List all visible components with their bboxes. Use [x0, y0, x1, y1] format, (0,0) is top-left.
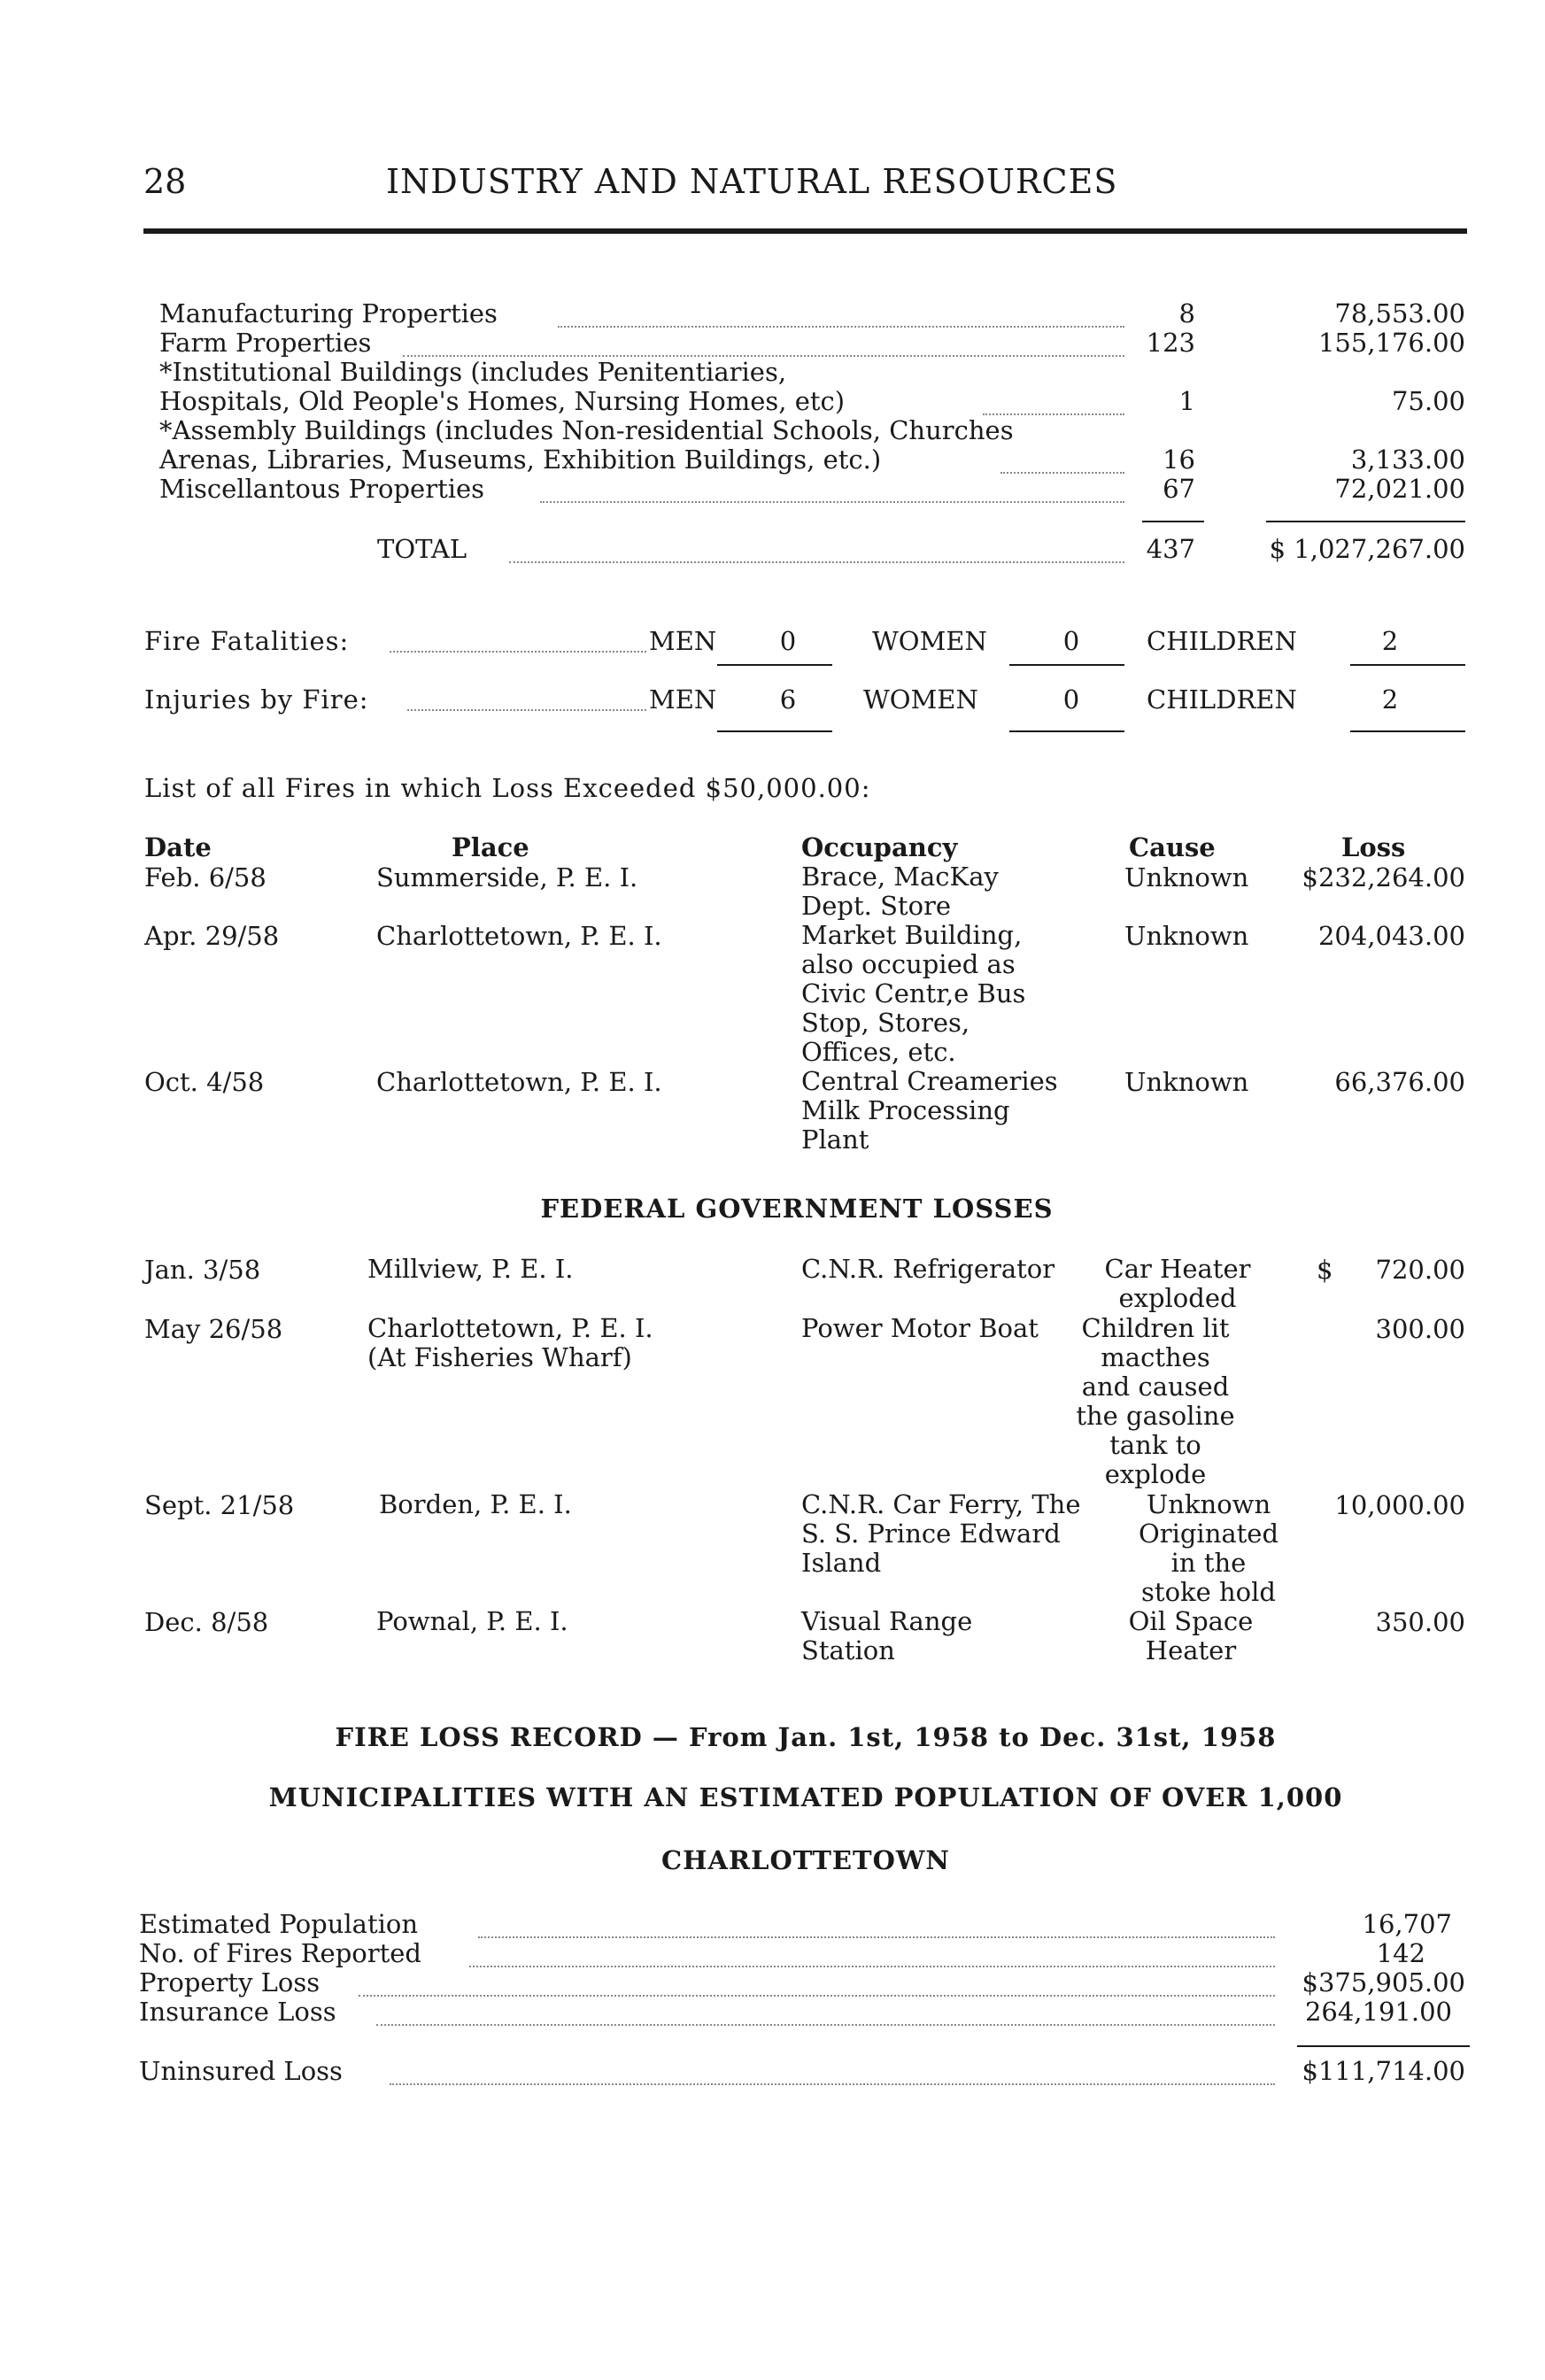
property-count: 123	[1146, 328, 1195, 358]
uninsured-label: Uninsured Loss	[139, 2056, 343, 2086]
federal-place: Millview, P. E. I.	[367, 1254, 574, 1284]
leader-dots	[478, 1936, 1275, 1938]
leader-dots	[359, 1995, 1275, 1997]
federal-date: Sept. 21/58	[144, 1490, 295, 1520]
total-count: 437	[1146, 534, 1195, 564]
federal-loss: 350.00	[1375, 1607, 1465, 1637]
page-number: 28	[143, 162, 187, 201]
header-rule	[143, 228, 1467, 234]
record-title: FIRE LOSS RECORD — From Jan. 1st, 1958 to Dec. 31st, 1958	[335, 1722, 1277, 1752]
fire-occupancy: Brace, MacKay Dept. Store	[801, 862, 999, 921]
fire-date: Oct. 4/58	[144, 1067, 265, 1097]
federal-loss: 720.00	[1375, 1255, 1465, 1285]
property-count: 8	[1178, 298, 1195, 328]
column-header-place: Place	[452, 832, 529, 862]
children-value: 2	[1381, 684, 1399, 715]
fire-date: Apr. 29/58	[144, 921, 280, 951]
record-value: 16,707	[1362, 1909, 1452, 1939]
record-city: CHARLOTTETOWN	[661, 1845, 950, 1875]
federal-occupancy: Visual Range Station	[801, 1606, 973, 1665]
property-label: Hospitals, Old People's Homes, Nursing Homes, etc)	[159, 386, 846, 416]
women-label: WOMEN	[863, 684, 978, 715]
column-header-date: Date	[144, 832, 212, 862]
total-label: TOTAL	[377, 534, 467, 564]
property-label: Arenas, Libraries, Museums, Exhibition Buildings, etc.)	[159, 444, 882, 475]
underline	[1350, 664, 1465, 666]
sum-rule	[1297, 2045, 1470, 2047]
leader-dots	[390, 2083, 1275, 2085]
federal-cause: Children lit macthes and caused the gasoline tank to explode	[1076, 1313, 1235, 1489]
record-value: $375,905.00	[1302, 1967, 1465, 1998]
underline	[1350, 730, 1465, 732]
fire-occupancy: Central Creameries Milk Processing Plant	[801, 1066, 1058, 1155]
fire-cause: Unknown	[1124, 1067, 1249, 1097]
fatalities-label: Fire Fatalities:	[144, 626, 350, 656]
injuries-label: Injuries by Fire:	[144, 684, 369, 715]
property-loss: 155,176.00	[1317, 328, 1465, 358]
federal-title: FEDERAL GOVERNMENT LOSSES	[540, 1194, 1054, 1224]
federal-place: Pownal, P. E. I.	[376, 1606, 568, 1636]
property-loss: 72,021.00	[1334, 474, 1465, 504]
federal-cause: Oil Space Heater	[1128, 1606, 1254, 1665]
women-value: 0	[1062, 626, 1080, 656]
federal-occupancy: C.N.R. Car Ferry, The S. S. Prince Edward Island	[801, 1489, 1081, 1578]
leader-dots	[469, 1966, 1275, 1967]
property-label: Farm Properties	[159, 328, 372, 358]
leader-dots	[390, 651, 646, 653]
record-value: 264,191.00	[1304, 1997, 1452, 2027]
record-label: Insurance Loss	[139, 1997, 336, 2027]
federal-date: May 26/58	[144, 1314, 283, 1344]
property-loss: 78,553.00	[1334, 298, 1465, 328]
underline	[717, 730, 832, 732]
federal-place: Borden, P. E. I.	[379, 1489, 572, 1519]
column-header-cause: Cause	[1129, 832, 1216, 862]
men-label: MEN	[649, 626, 717, 656]
fire-place: Summerside, P. E. I.	[376, 862, 638, 892]
property-count: 16	[1163, 444, 1195, 475]
fire-loss: $232,264.00	[1302, 862, 1465, 892]
fire-loss: 66,376.00	[1334, 1067, 1465, 1097]
property-label: *Institutional Buildings (includes Penitentiaries,	[159, 357, 787, 387]
men-value: 6	[779, 684, 797, 715]
children-value: 2	[1381, 626, 1399, 656]
men-value: 0	[779, 626, 797, 656]
record-value: 142	[1376, 1938, 1425, 1968]
leader-dots	[1000, 472, 1124, 474]
uninsured-value: $111,714.00	[1302, 2056, 1465, 2086]
fire-loss: 204,043.00	[1317, 921, 1465, 951]
fire-occupancy: Market Building, also occupied as Civic Centr,e Bus Stop, Stores, Offices, etc.	[801, 920, 1026, 1067]
federal-date: Jan. 3/58	[144, 1255, 261, 1285]
federal-cause: Unknown Originated in the stoke hold	[1138, 1489, 1279, 1607]
fire-cause: Unknown	[1124, 862, 1249, 892]
fire-place: Charlottetown, P. E. I.	[376, 921, 662, 951]
children-label: CHILDREN	[1147, 626, 1297, 656]
leader-dots	[558, 326, 1124, 328]
column-header-loss: Loss	[1341, 832, 1406, 862]
leader-dots	[407, 709, 646, 711]
women-label: WOMEN	[872, 626, 987, 656]
large-fires-intro: List of all Fires in which Loss Exceeded $50,000.00:	[144, 773, 871, 803]
leader-dots	[509, 561, 1124, 563]
federal-cause: Car Heater exploded	[1104, 1254, 1251, 1313]
fire-place: Charlottetown, P. E. I.	[376, 1067, 662, 1097]
federal-loss: 300.00	[1375, 1314, 1465, 1344]
underline	[1009, 730, 1124, 732]
underline	[717, 664, 832, 666]
property-label: Miscellantous Properties	[159, 474, 485, 504]
page-title: INDUSTRY AND NATURAL RESOURCES	[386, 162, 1118, 201]
underline	[1009, 664, 1124, 666]
fire-date: Feb. 6/58	[144, 862, 267, 892]
leader-dots	[376, 2024, 1275, 2026]
fire-cause: Unknown	[1124, 921, 1249, 951]
federal-date: Dec. 8/58	[144, 1607, 269, 1637]
federal-occupancy: C.N.R. Refrigerator	[801, 1254, 1055, 1284]
federal-place: Charlottetown, P. E. I. (At Fisheries Wharf)	[367, 1313, 653, 1372]
property-count: 1	[1178, 386, 1195, 416]
property-loss: 75.00	[1391, 386, 1465, 416]
record-label: Estimated Population	[139, 1909, 419, 1939]
total-rule	[1266, 521, 1465, 522]
property-label: Manufacturing Properties	[159, 298, 498, 328]
leader-dots	[540, 501, 1124, 503]
property-loss: 3,133.00	[1350, 444, 1465, 475]
women-value: 0	[1062, 684, 1080, 715]
record-subtitle: MUNICIPALITIES WITH AN ESTIMATED POPULATION OF OVER 1,000	[268, 1782, 1343, 1812]
total-rule	[1142, 521, 1204, 522]
total-loss: $ 1,027,267.00	[1269, 534, 1465, 564]
record-label: Property Loss	[139, 1967, 321, 1998]
men-label: MEN	[649, 684, 717, 715]
federal-loss-prefix: $	[1317, 1255, 1333, 1285]
property-count: 67	[1163, 474, 1195, 504]
children-label: CHILDREN	[1147, 684, 1297, 715]
federal-loss: 10,000.00	[1334, 1490, 1465, 1520]
federal-occupancy: Power Motor Boat	[801, 1313, 1039, 1343]
property-label: *Assembly Buildings (includes Non-residential Schools, Churches	[159, 415, 1014, 445]
column-header-occupancy: Occupancy	[801, 832, 958, 862]
record-label: No. of Fires Reported	[139, 1938, 421, 1968]
